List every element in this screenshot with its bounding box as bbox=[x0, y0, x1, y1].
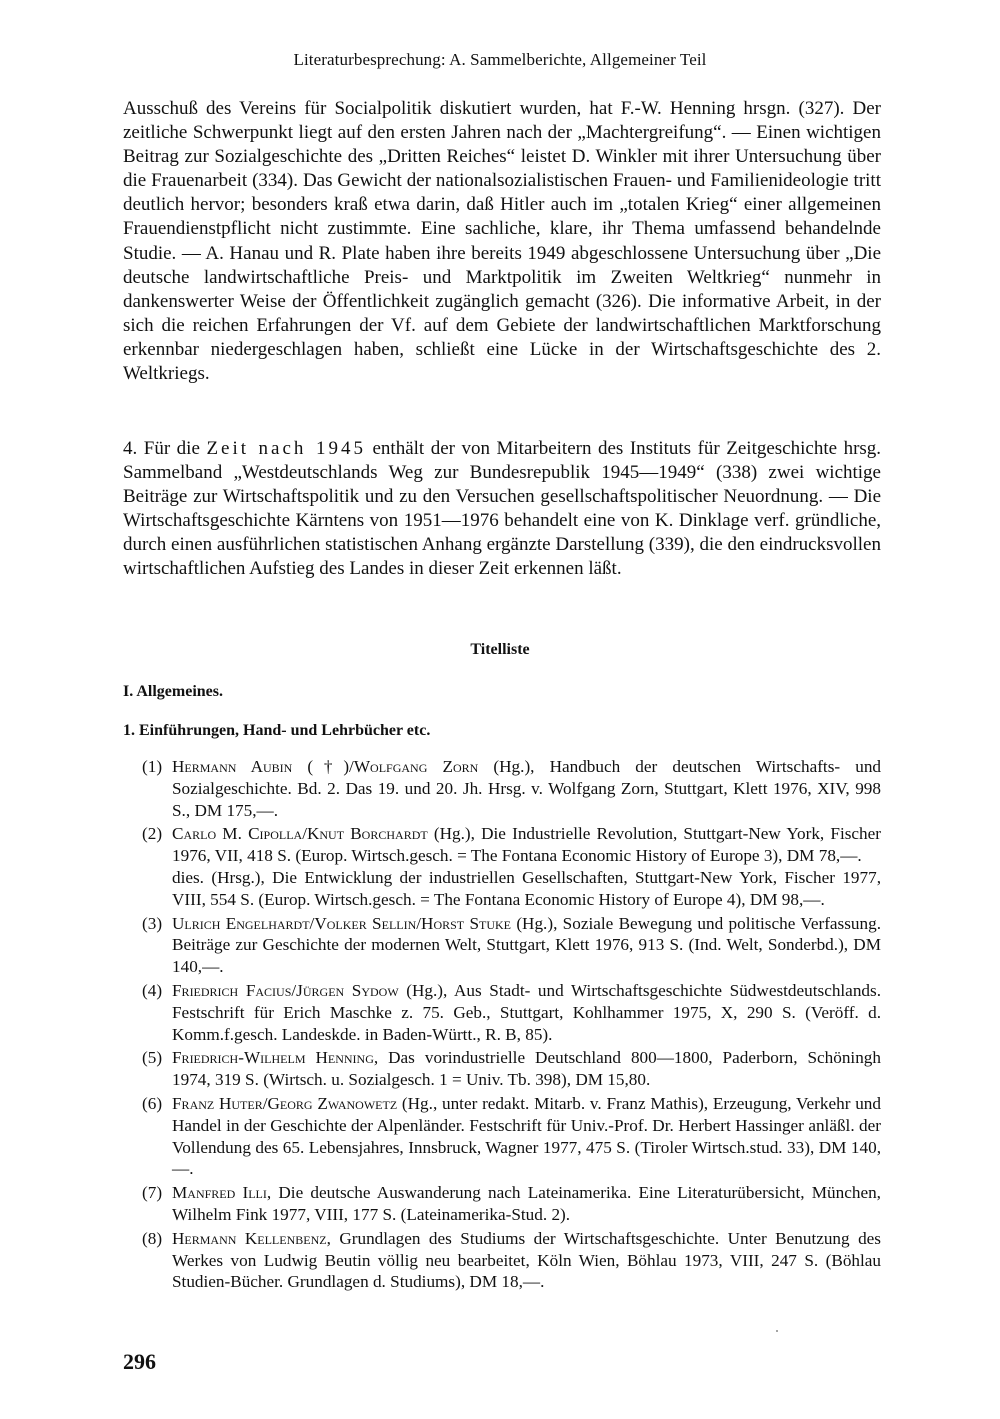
bibliography-entry bbox=[123, 1228, 881, 1293]
entry-number: (8) bbox=[142, 1228, 163, 1248]
entry-authors: Manfred Illi bbox=[172, 1183, 267, 1203]
entry-number: (2) bbox=[142, 824, 163, 844]
bibliography-entry bbox=[123, 1093, 881, 1180]
entry-text: (Hg., unter redakt. Mitarb. v. Franz Mathis), Erzeugung, Verkehr und Handel in der Geschichte der Alpenländer. Festschrift für Univ.-Prof. Dr. Herbert Hassinger anläßl. der Vollendung des 65. Lebensjahres, Innsbruck, Wagner 1977, 475 S. (Tiroler Wirtsch.stud. 33), DM 140,—. bbox=[172, 1093, 881, 1179]
bibliography-entry bbox=[123, 1182, 881, 1226]
entry-number: (7) bbox=[142, 1183, 163, 1203]
entry-number: (1) bbox=[142, 757, 163, 776]
entry-number: (6) bbox=[142, 1093, 163, 1113]
entry-text: , Die deutsche Auswanderung nach Lateinamerika. Eine Literaturübersicht, München, Wilhelm Fink 1977, VIII, 177 S. (Lateinamerika-Stud. 2). bbox=[172, 1183, 881, 1224]
paragraph-2-rest: enthält der von Mitarbeitern des Instituts für Zeitgeschichte hrsg. Sammelband „Westdeutschlands Weg zur Bundesrepublik 1945—1949“ (338) zwei wichtige Beiträge zur Wirtschaftspolitik und zu den Versuchen gesellschaftspolitischer Neuordnung. — Die Wirtschaftsgeschichte Kärntens von 1951—1976 behandelt eine von K. Dinklage verf. gründliche, durch einen ausführlichen statistischen Anhang ergänzte Darstellung (339), die den eindrucksvollen wirtschaftlichen Aufstieg des Landes in dieser Zeit erkennen läßt. bbox=[123, 438, 882, 580]
entry-authors: Friedrich Facius/Jürgen Sydow bbox=[172, 980, 399, 1000]
scan-speck bbox=[776, 1330, 778, 1332]
entry-text: (Hg.), Handbuch der deutschen Wirtschafts- und Sozialgeschichte. Bd. 2. Das 19. und 20. Jh. Hrsg. v. Wolfgang Zorn, Stuttgart, Klett 1976, XIV, 998 S., DM 175,—. bbox=[172, 757, 882, 820]
entry-text: (Hg.), Aus Stadt- und Wirtschaftsgeschichte Südwestdeutschlands. Festschrift für Erich Maschke z. 75. Geb., Stuttgart, Kohlhammer 1975, X, 290 S. (Veröff. d. Komm.f.gesch. Landeskde. in Baden-Württ., R. B, 85). bbox=[172, 980, 881, 1044]
running-title: Literaturbesprechung: A. Sammelberichte, Allgemeiner Teil bbox=[293, 50, 707, 69]
entry-text: , Grundlagen des Studiums der Wirtschaftsgeschichte. Unter Benutzung des Werkes von Ludwig Beutin völlig neu bearbeitet, Köln Wien, Böhlau 1973, VIII, 247 S. (Böhlau Studien-Bücher. Grundlagen d. Studiums), DM 18,—. bbox=[172, 1228, 881, 1292]
paragraph-2 bbox=[123, 437, 881, 582]
page-number: 296 bbox=[123, 1349, 156, 1374]
entry-authors: Ulrich Engelhardt/Volker Sellin/Horst Stuke bbox=[172, 913, 511, 933]
entry-number: (3) bbox=[142, 913, 163, 933]
bibliography-entry bbox=[123, 913, 881, 978]
entry-number: (4) bbox=[142, 980, 163, 1000]
paragraph-1: Ausschuß des Vereins für Socialpolitik diskutiert wurden, hat F.-W. Henning hrsgn. (327). Der zeitliche Schwerpunkt liegt auf den ersten Jahren nach der „Machtergreifung“. — Einen wichtigen Beitrag zur Sozialgeschichte des „Dritten Reiches“ leistet D. Winkler mit ihrer Untersuchung über die Frauenarbeit (334). Das Gewicht der nationalsozialistischen Frauen- und Familienideologie tritt deutlich hervor; besonders kraß etwa darin, daß Hitler auch im „totalen Krieg“ einer allgemeinen Frauendienstpflicht nicht zustimmte. Eine sachliche, klare, ihr Thema umfassend behandelnde Studie. — A. Hanau und R. Plate haben ihre bereits 1949 abgeschlossene Untersuchung über „Die deutsche landwirtschaftliche Preis- und Marktpolitik im Zweiten Weltkrieg“ nunmehr in dankenswerter Weise der Öffentlichkeit zugänglich gemacht (326). Die informative Arbeit, in der sich die reichen Erfahrungen der Vf. auf dem Gebiete der landwirtschaftlichen Marktforschung erkennbar niedergeschlagen haben, schließt eine Lücke in der Wirtschaftsgeschichte des 2. Weltkriegs. bbox=[123, 98, 881, 385]
bibliography-entry bbox=[123, 823, 881, 910]
paragraph-2-lead: 4. Für die bbox=[123, 438, 200, 459]
entry-text: (Hg.), Die Industrielle Revolution, Stuttgart-New York, Fischer 1976, VII, 418 S. (Europ. Wirtsch.gesch. = The Fontana Economic History of Europe 3), DM 78,—. bbox=[172, 824, 882, 866]
bibliography-entry bbox=[123, 980, 881, 1045]
entry-text: (Hg.), Soziale Bewegung und politische Verfassung. Beiträge zur Geschichte der modernen Welt, Stuttgart, Klett 1976, 913 S. (Ind. Welt, Sonderbd.), DM 140,—. bbox=[172, 913, 882, 977]
entry-extra-text: dies. (Hrsg.), Die Entwicklung der industriellen Gesellschaften, Stuttgart-New York, Fischer 1977, VIII, 554 S. (Europ. Wirtsch.gesch. = The Fontana Economic History of Europe 4), DM 98,—. bbox=[172, 867, 881, 909]
titelliste-heading: Titelliste bbox=[470, 641, 530, 658]
bibliography-entry bbox=[123, 756, 881, 821]
section-heading-allgemeines: I. Allgemeines. bbox=[123, 683, 223, 700]
entry-authors: Franz Huter/Georg Zwanowetz bbox=[172, 1093, 398, 1113]
bibliography-list bbox=[123, 756, 881, 1295]
entry-text: , Das vorindustrielle Deutschland 800—1800, Paderborn, Schöningh 1974, 319 S. (Wirtsch. u. Sozialgesch. 1 = Univ. Tb. 398), DM 15,80. bbox=[172, 1048, 881, 1090]
entry-authors: Carlo M. Cipolla/Knut Borchardt bbox=[172, 824, 428, 844]
entry-authors: Hermann Kellenbenz bbox=[172, 1228, 327, 1248]
entry-authors: Friedrich-Wilhelm Henning bbox=[172, 1048, 374, 1068]
bibliography-entry bbox=[123, 1047, 881, 1091]
subsection-heading-einfuehrungen: 1. Einführungen, Hand- und Lehrbücher etc. bbox=[123, 722, 431, 739]
entry-authors: Hermann Aubin (†)/Wolfgang Zorn bbox=[172, 757, 479, 776]
paragraph-2-spaced-phrase: Zeit nach 1945 bbox=[206, 438, 366, 459]
entry-number: (5) bbox=[142, 1048, 163, 1068]
